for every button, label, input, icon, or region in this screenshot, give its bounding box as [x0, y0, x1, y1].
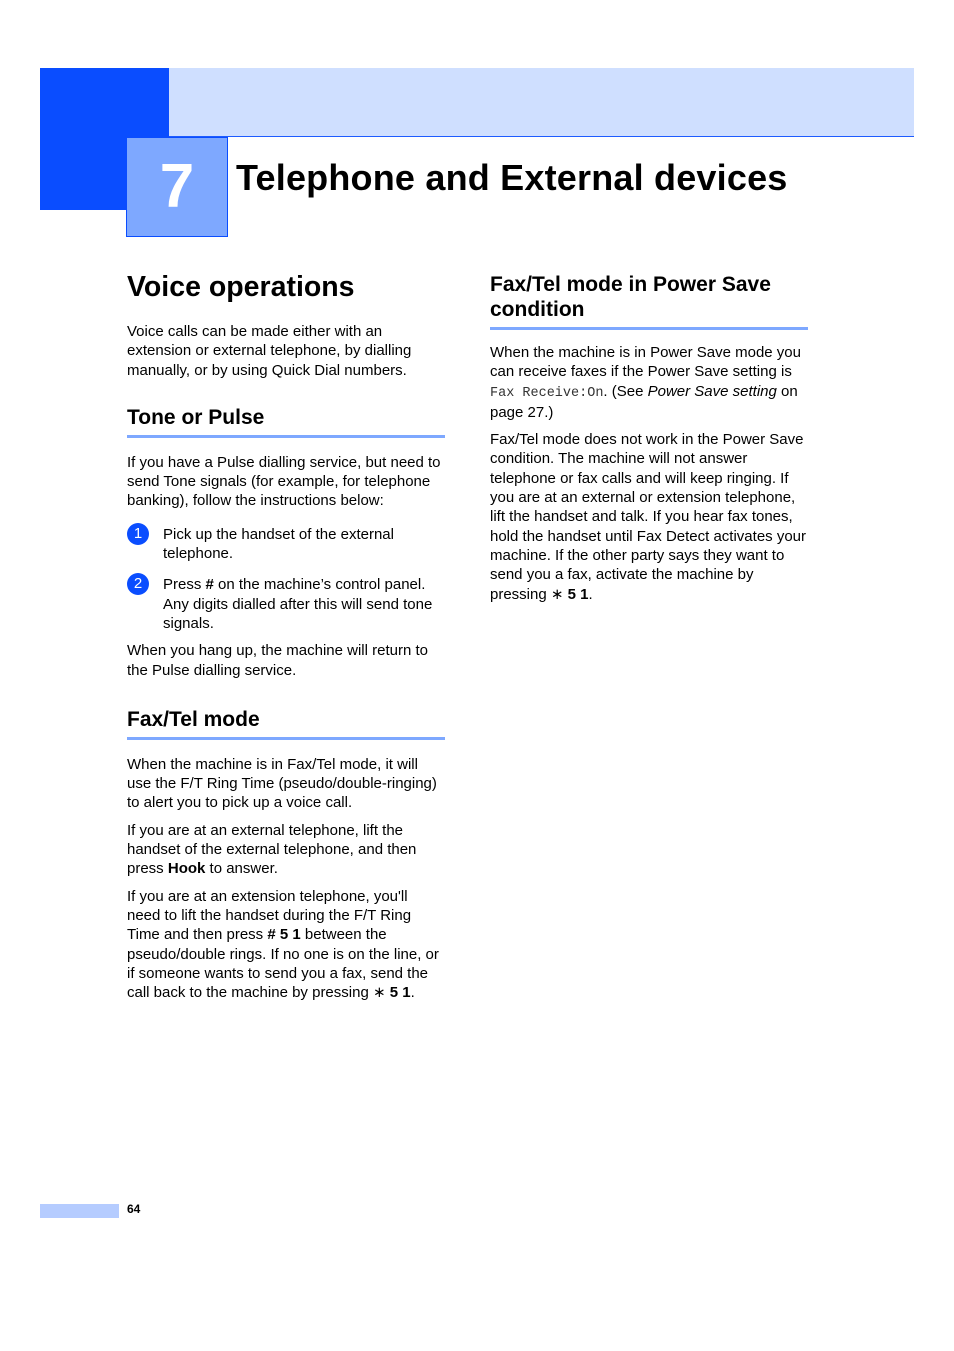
- step-1: [127, 525, 445, 564]
- tone-or-pulse-heading: Tone or Pulse: [127, 405, 445, 438]
- hook-key: Hook: [167, 860, 206, 878]
- footer-bar: [40, 1204, 119, 1218]
- step-2: [127, 575, 445, 633]
- fax-tel-mode-p1: When the machine is in Fax/Tel mode, it will use the F/T Ring Time (pseudo/double-ringing) to alert you to pick up a voice call.: [127, 755, 437, 812]
- power-save-heading: Fax/Tel mode in Power Save condition: [490, 272, 808, 330]
- step-2-text-after: on the machine’s control panel. Any digits dialled after this will send tone signals.: [163, 576, 433, 632]
- step-2-text-before: Press: [163, 576, 206, 594]
- header-band-light: [168, 68, 914, 137]
- star-key-icon: ∗: [550, 585, 564, 603]
- step-2-number-icon: 2: [127, 573, 149, 595]
- chapter-number-box: [126, 137, 228, 237]
- step-2-key: #: [205, 576, 214, 594]
- tone-or-pulse-outro: When you hang up, the machine will return to the Pulse dialling service.: [127, 642, 429, 679]
- left-column: [127, 270, 445, 1010]
- fax-receive-setting: Fax Receive:On: [490, 385, 604, 401]
- voice-operations-intro: Voice calls can be made either with an extension or external telephone, by dialling manually, or by using Quick Dial numbers.: [127, 323, 412, 379]
- code-key-5-1: 5 1: [563, 585, 589, 603]
- right-column: [490, 272, 808, 612]
- step-1-text: Pick up the handset of the external telephone.: [163, 525, 394, 563]
- tone-or-pulse-intro: If you have a Pulse dialling service, but need to send Tone signals (for example, for telephone banking), follow the instructions below:: [127, 453, 441, 510]
- step-1-number-icon: 1: [127, 523, 149, 545]
- power-save-p2: Fax/Tel mode does not work in the Power Save condition. The machine will not answer telephone or fax calls and will keep ringing. If you are at an external or extension telephone, lift the handset and talk. If you hear fax tones, hold the handset until Fax Detect activates your machine. If the other party says they want to send you a fax, activate the machine by pressing ∗ 5 1.: [490, 431, 807, 603]
- fax-tel-mode-heading: Fax/Tel mode: [127, 707, 445, 740]
- code-key-hash-5-1: # 5 1: [267, 926, 301, 944]
- chapter-number: 7: [159, 152, 195, 221]
- chapter-title: Telephone and External devices: [236, 157, 788, 198]
- fax-tel-mode-p2: If you are at an external telephone, lift the handset of the external telephone, and then press Hook to answer.: [127, 821, 417, 878]
- fax-tel-mode-p3: If you are at an extension telephone, you'll need to lift the handset during the F/T Ring Time and then press # 5 1 between the pseudo/double rings. If no one is on the line, or if someone wants to send you a fax, send the call back to the machine by pressing ∗ 5 1.: [127, 887, 439, 1002]
- voice-operations-heading: Voice operations: [127, 271, 355, 303]
- star-key-icon: ∗: [372, 984, 386, 1002]
- power-save-p1: When the machine is in Power Save mode you can receive faxes if the Power Save setting is Fax Receive:On. (See Power Save setting on page 27.): [490, 344, 801, 421]
- page-number: 64: [127, 1202, 141, 1216]
- power-save-reference: Power Save setting: [647, 382, 777, 400]
- code-key-5-1: 5 1: [385, 984, 411, 1002]
